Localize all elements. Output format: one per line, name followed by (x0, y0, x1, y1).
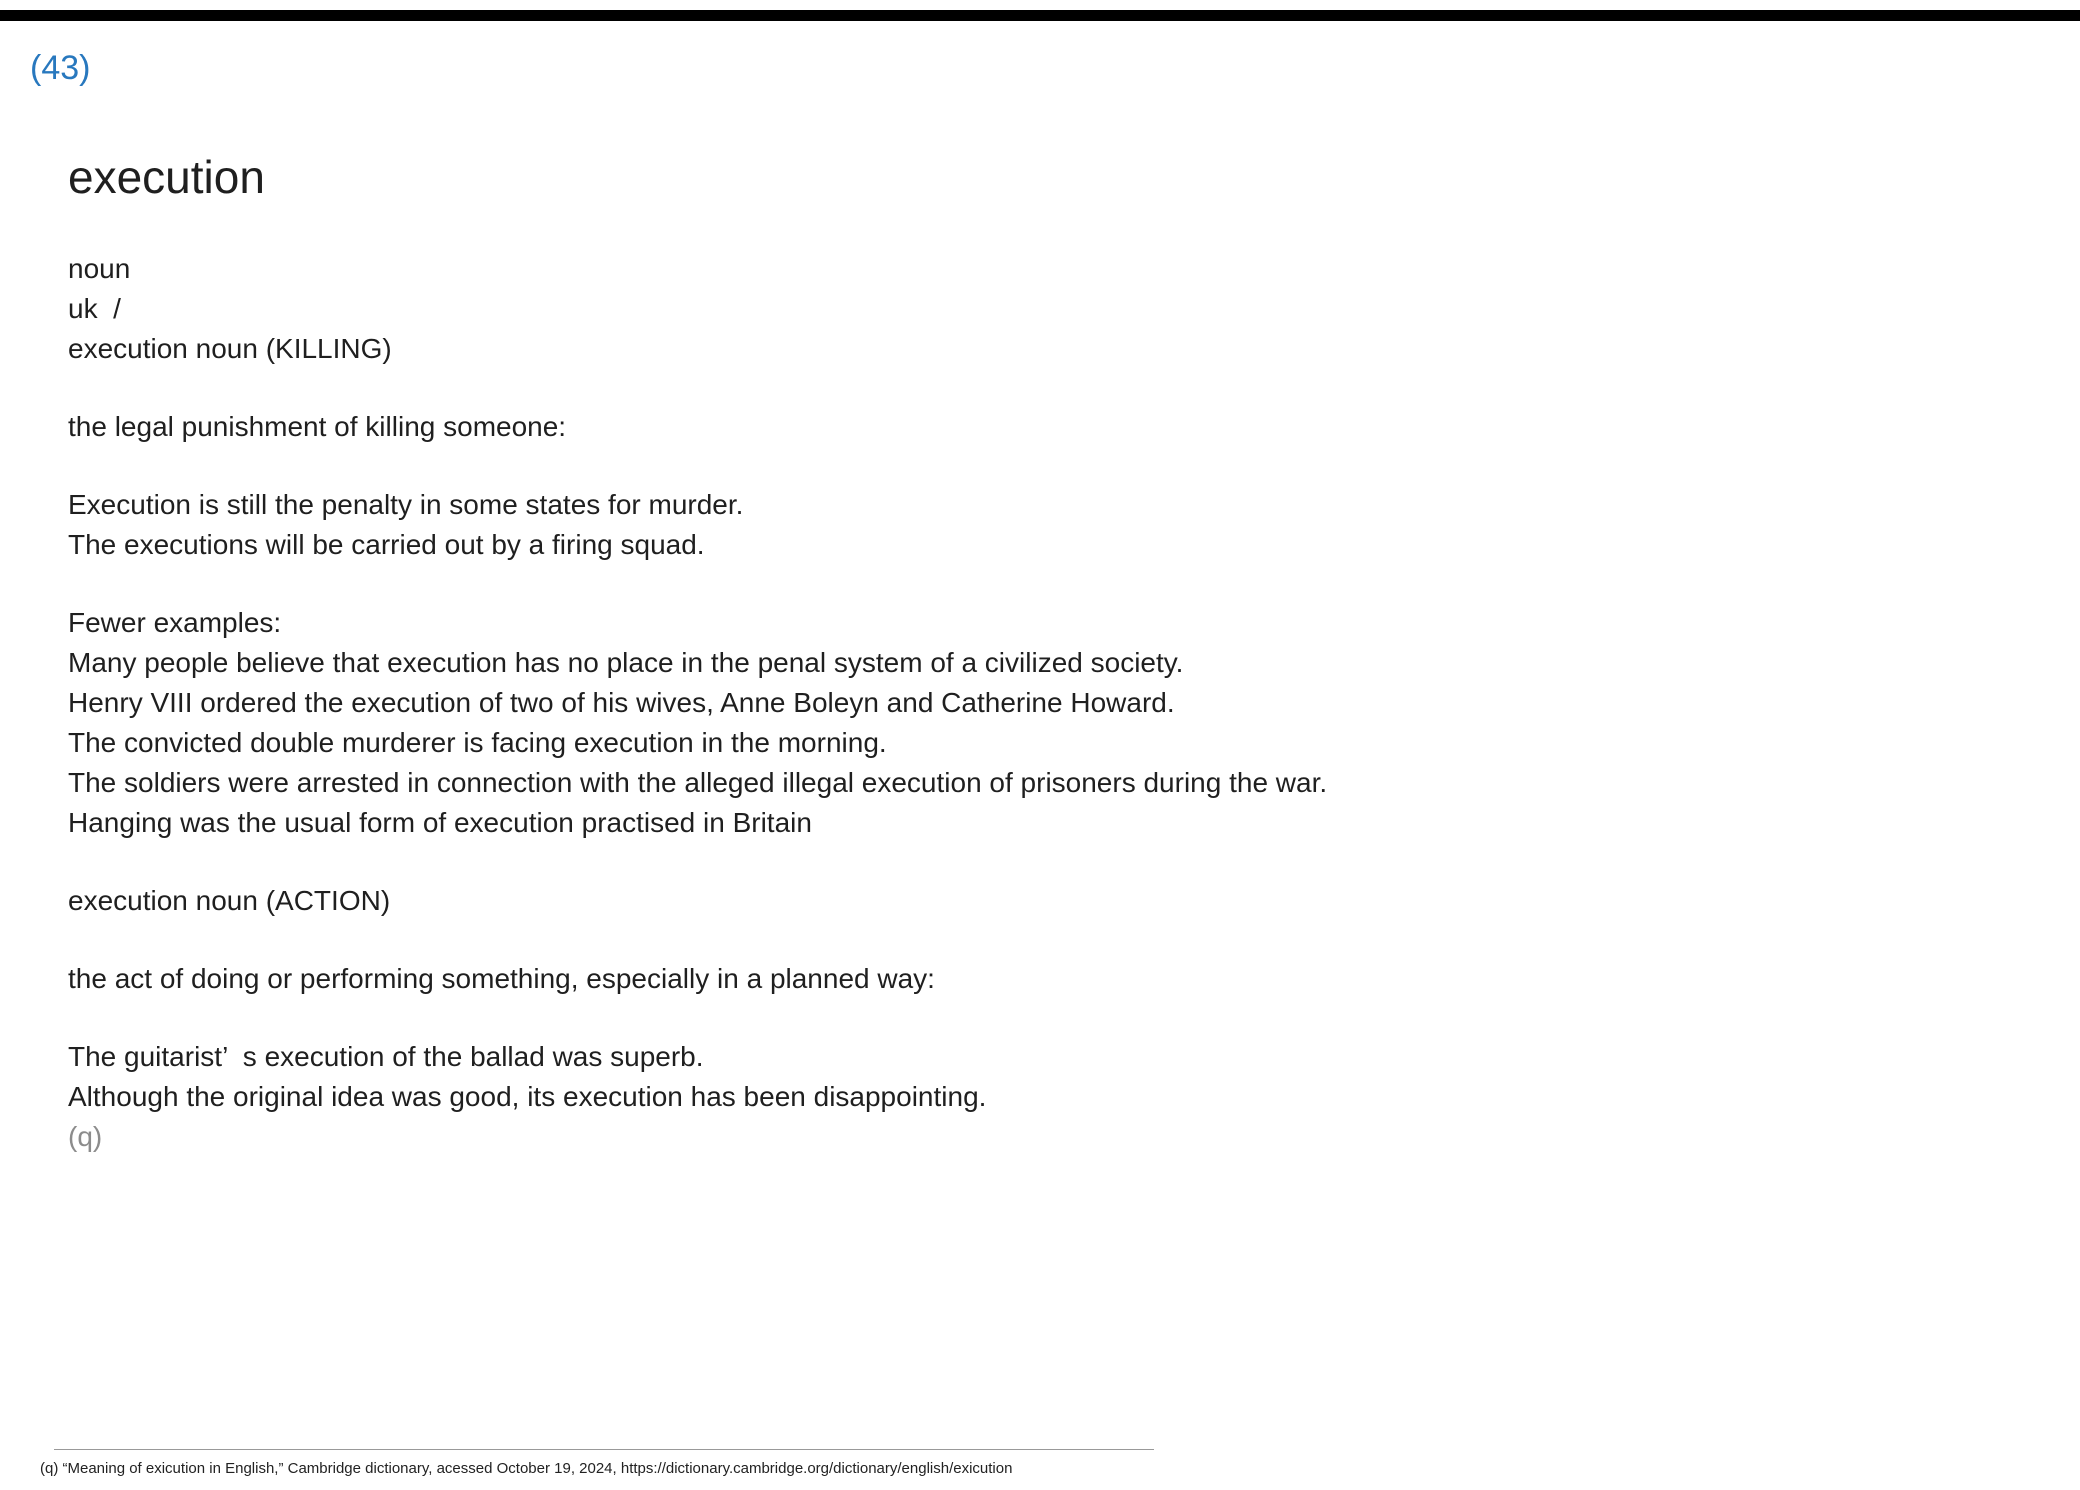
example-sentence: The executions will be carried out by a firing squad. (68, 529, 705, 561)
sense-action-examples (68, 1037, 2008, 1157)
sense-killing-header: execution noun (KILLING) (68, 333, 392, 365)
sense-killing-examples (68, 485, 2008, 565)
sense-action-header: execution noun (ACTION) (68, 885, 391, 917)
example-sentence: The guitarist’ s execution of the ballad was superb. (68, 1041, 704, 1073)
part-of-speech: noun (68, 253, 131, 285)
example-sentence: Although the original idea was good, its execution has been disappointing. (68, 1081, 987, 1113)
top-divider-bar (0, 10, 2080, 21)
sense-killing-definition: the legal punishment of killing someone: (68, 411, 567, 443)
example-sentence: The convicted double murderer is facing execution in the morning. (68, 727, 887, 759)
example-sentence: The soldiers were arrested in connection with the alleged illegal execution of prisoners during the war. (68, 767, 1328, 799)
example-sentence: Execution is still the penalty in some states for murder. (68, 489, 744, 521)
footnote-area (40, 1449, 1160, 1479)
example-sentence: Many people believe that execution has no place in the penal system of a civilized society. (68, 647, 1184, 679)
citation-marker: (q) (68, 1121, 103, 1153)
sense-action-definition: the act of doing or performing something, especially in a planned way: (68, 963, 935, 995)
dictionary-entry (68, 150, 2008, 1157)
entry-headword: execution (68, 151, 265, 203)
question-number: (43) (30, 49, 91, 87)
footnote-text: (q) “Meaning of exicution in English,” Cambridge dictionary, acessed October 19, 2024, https://dictionary.cambridge.org/dictionary/english/exicution (40, 1459, 1013, 1477)
example-sentence: Hanging was the usual form of execution practised in Britain (68, 807, 812, 839)
footnote-divider (54, 1449, 1154, 1450)
example-sentence: Henry VIII ordered the execution of two of his wives, Anne Boleyn and Catherine Howard. (68, 687, 1175, 719)
fewer-examples-block (68, 603, 2008, 843)
pronunciation-line: uk / (68, 293, 121, 325)
fewer-examples-label: Fewer examples: (68, 607, 282, 639)
